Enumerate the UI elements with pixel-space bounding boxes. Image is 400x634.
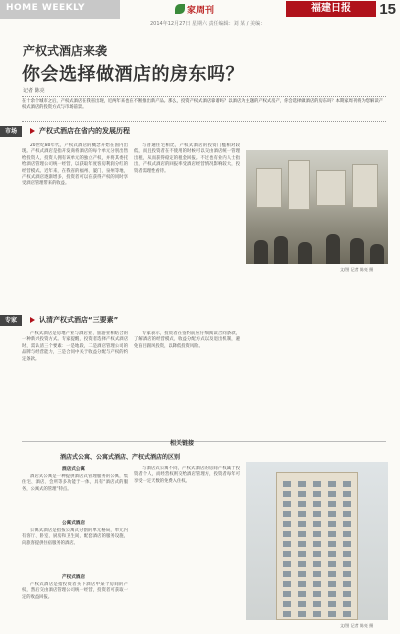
window [343,611,351,617]
window [328,581,336,587]
article-column: 产权式酒店是房地产业与酒店业、旅游业相结合的一种新兴投资方式。专家提醒，投资者选择产权式酒店时，需认清三个要素：一是地段，二是酒店管理公司的品牌与经营能力，三是合同中关于收益分配与产权的约定条款。 [22,331,128,362]
window [343,541,351,547]
window [298,561,306,567]
window [283,531,291,537]
window [283,491,291,497]
byline: 记者 陈亮 [23,88,45,94]
window [343,601,351,607]
window [313,541,321,547]
window [313,551,321,557]
window [313,591,321,597]
window [313,521,321,527]
window [298,591,306,597]
window [343,531,351,537]
window [328,551,336,557]
window [283,581,291,587]
article-column: 酒店式公寓是一种提供酒店式管理服务的公寓，集住宅、酒店、会所等多功能于一体，具有“酒店式的服务，公寓式的管理”特点。 [22,474,128,492]
window [328,591,336,597]
window [328,531,336,537]
window [328,521,336,527]
section-tag: 市场 [0,126,22,137]
subhead-serviced-apartment: 酒店式公寓 [62,467,85,472]
article-column: 专家表示，投资者在签约前应仔细阅读合同条款，了解酒店的经营模式、收益分配方式以及退出机制，避免盲目跟风投资，以降低投资风险。 [134,331,240,349]
divider [22,121,386,122]
window [328,481,336,487]
window [298,541,306,547]
window [343,571,351,577]
section-heading-market [0,126,250,137]
arrow-icon [30,128,35,134]
window [283,541,291,547]
article-title: 你会选择做酒店的房东吗？ [22,64,244,85]
divider [22,441,386,442]
window [298,531,306,537]
page-number: 15 [379,1,396,18]
window [283,611,291,617]
window [313,511,321,517]
related-links-label: 相关链接 [170,440,195,447]
article-column: 与酒店式公寓不同，产权式酒店的房间产权属于投资者个人，而经营权则交给酒店管理方，投资者每年可享受一定天数的免费入住权。 [134,466,240,484]
window [328,611,336,617]
window [343,581,351,587]
window [343,511,351,517]
window [298,601,306,607]
window [283,501,291,507]
section-tag: 专家 [0,315,22,326]
window [328,541,336,547]
hotel-tower-photo [246,462,388,620]
window [313,501,321,507]
window [313,491,321,497]
window [298,611,306,617]
section-banner [0,0,120,19]
window [283,521,291,527]
window [313,561,321,567]
window [313,571,321,577]
window [298,521,306,527]
arrow-icon [30,317,35,323]
section-heading-expert [0,315,250,326]
window [313,611,321,617]
section-label: HOME WEEKLY [6,3,85,13]
article-subtitle: 产权式酒店来袭 [23,44,108,58]
window [283,481,291,487]
window [328,571,336,577]
window [283,571,291,577]
window [328,491,336,497]
photo-caption: 文/图 记者 陈亮 摄 [340,267,374,272]
window [283,511,291,517]
window [283,601,291,607]
window [343,491,351,497]
window [313,601,321,607]
lead-paragraph: 在十余个城市之后，产权式酒店在我省出现，近两年来也在不断推出新产品。那么，投资产权式酒店靠谱吗？以酒店为主题的产权式房产，你会选择做酒店的房东吗？本期家周刊将为您解读产权式酒店的投资方式与市场前景。 [22,99,383,111]
section-title: 产权式酒店在省内的发展历程 [39,127,130,135]
leaf-icon [175,4,185,14]
window [298,511,306,517]
window [343,561,351,567]
sales-office-photo [246,150,388,264]
window [283,591,291,597]
article-column: 与普通住宅相比，产权式酒店的投资门槛相对较低，而且投资者在不使用的时候可以交由酒店统一管理出租，从而获得稳定的租金回报。不过也有业内人士指出，产权式酒店的回报率受酒店经营情况影响较大，投资者需理性看待。 [134,143,240,174]
window [343,501,351,507]
window [298,571,306,577]
window [343,521,351,527]
subhead-apartment-hotel: 公寓式酒店 [62,521,85,526]
window [328,561,336,567]
divider [22,96,386,97]
newspaper-masthead: 福建日报 [286,1,376,17]
window [283,551,291,557]
window [343,551,351,557]
window [328,501,336,507]
hotel-building [276,472,358,620]
window [298,551,306,557]
window [343,591,351,597]
window [343,481,351,487]
window [313,481,321,487]
dateline: 2014年12月27日 星期六 责任编辑：刘 某 / 美编： [150,21,266,27]
photo-caption: 文/图 记者 陈亮 摄 [340,623,374,628]
window [283,561,291,567]
subhead-property-hotel: 产权式酒店 [62,575,85,580]
window [328,511,336,517]
page-header [0,0,400,19]
window [298,491,306,497]
window [313,531,321,537]
window [298,581,306,587]
window [328,601,336,607]
section-title: 认清产权式酒店“三要素” [39,316,119,324]
article-column: 产权式酒店是指投资者买下酒店中某个房间的产权，然后交由酒店管理公司统一经营，投资者可获取一定的收益回报。 [22,582,128,600]
comparison-heading: 酒店式公寓、公寓式酒店、产权式酒店的区别 [60,454,181,461]
window [313,581,321,587]
window [298,481,306,487]
window [298,501,306,507]
article-column: 公寓式酒店是指按公寓式分割的单元格局，单元内有客厅、卧室、厨房和卫生间，配套酒店的服务设施，向旅客提供住宿服务的酒店。 [22,528,128,546]
home-weekly-logo: 家周刊 [175,3,214,16]
article-column: 20世纪80年代，产权式酒店的概念开始在国内出现。产权式酒店是指开发商将酒店的每个单元分别出售给投资人，投资人拥有该单元的独立产权，并将其委托给酒店管理公司统一经营，以获取年度客房利润分红的经营模式。近年来，在我省的福州、厦门、泉州等地，产权式酒店逐渐增多，投资者可以在获得产权的同时享受酒店管理带来的收益。 [22,143,128,187]
